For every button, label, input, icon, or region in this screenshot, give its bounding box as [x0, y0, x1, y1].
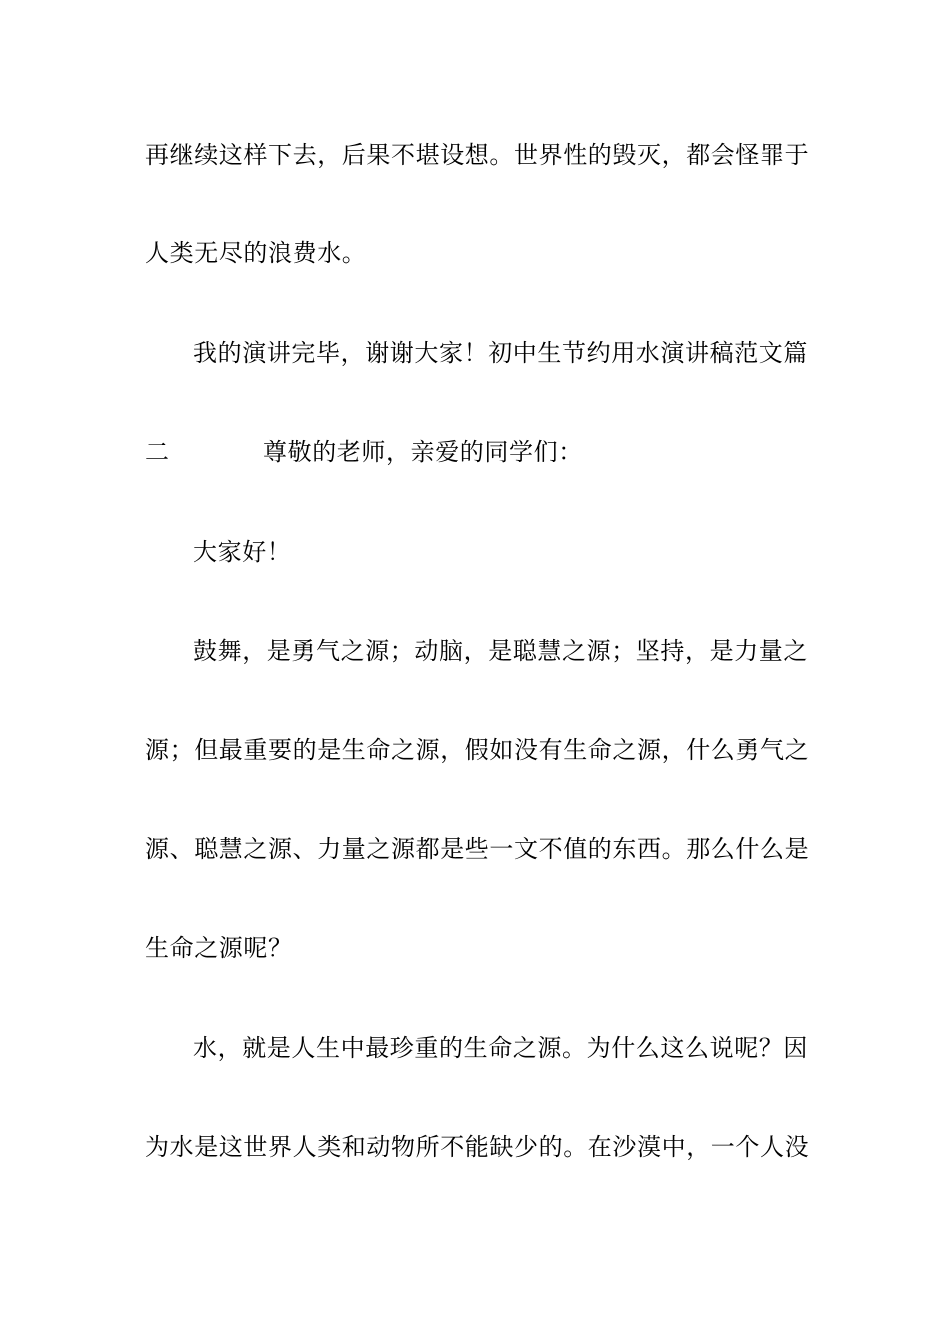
salutation: 尊敬的老师，亲爱的同学们：: [263, 438, 583, 466]
text-line: 为水是这世界人类和动物所不能缺少的。在沙漠中，一个人没: [145, 1133, 810, 1161]
text-line: 源；但最重要的是生命之源，假如没有生命之源，什么勇气之: [145, 736, 810, 764]
text-line: 大家好！: [193, 538, 292, 566]
text-line: 源、聪慧之源、力量之源都是些一文不值的东西。那么什么是: [145, 835, 810, 863]
text-line: 生命之源呢？: [145, 934, 293, 962]
text-line-split: [0, 437, 950, 467]
text-line: 再继续这样下去，后果不堪设想。世界性的毁灭，都会怪罪于: [145, 141, 810, 169]
text-line: 人类无尽的浪费水。: [145, 239, 367, 267]
text-line: 水，就是人生中最珍重的生命之源。为什么这么说呢？因: [193, 1034, 808, 1062]
text-fragment: 二: [145, 438, 170, 466]
text-line: 鼓舞，是勇气之源；动脑，是聪慧之源；坚持，是力量之: [193, 637, 808, 665]
text-line: 我的演讲完毕，谢谢大家！初中生节约用水演讲稿范文篇: [193, 339, 808, 367]
